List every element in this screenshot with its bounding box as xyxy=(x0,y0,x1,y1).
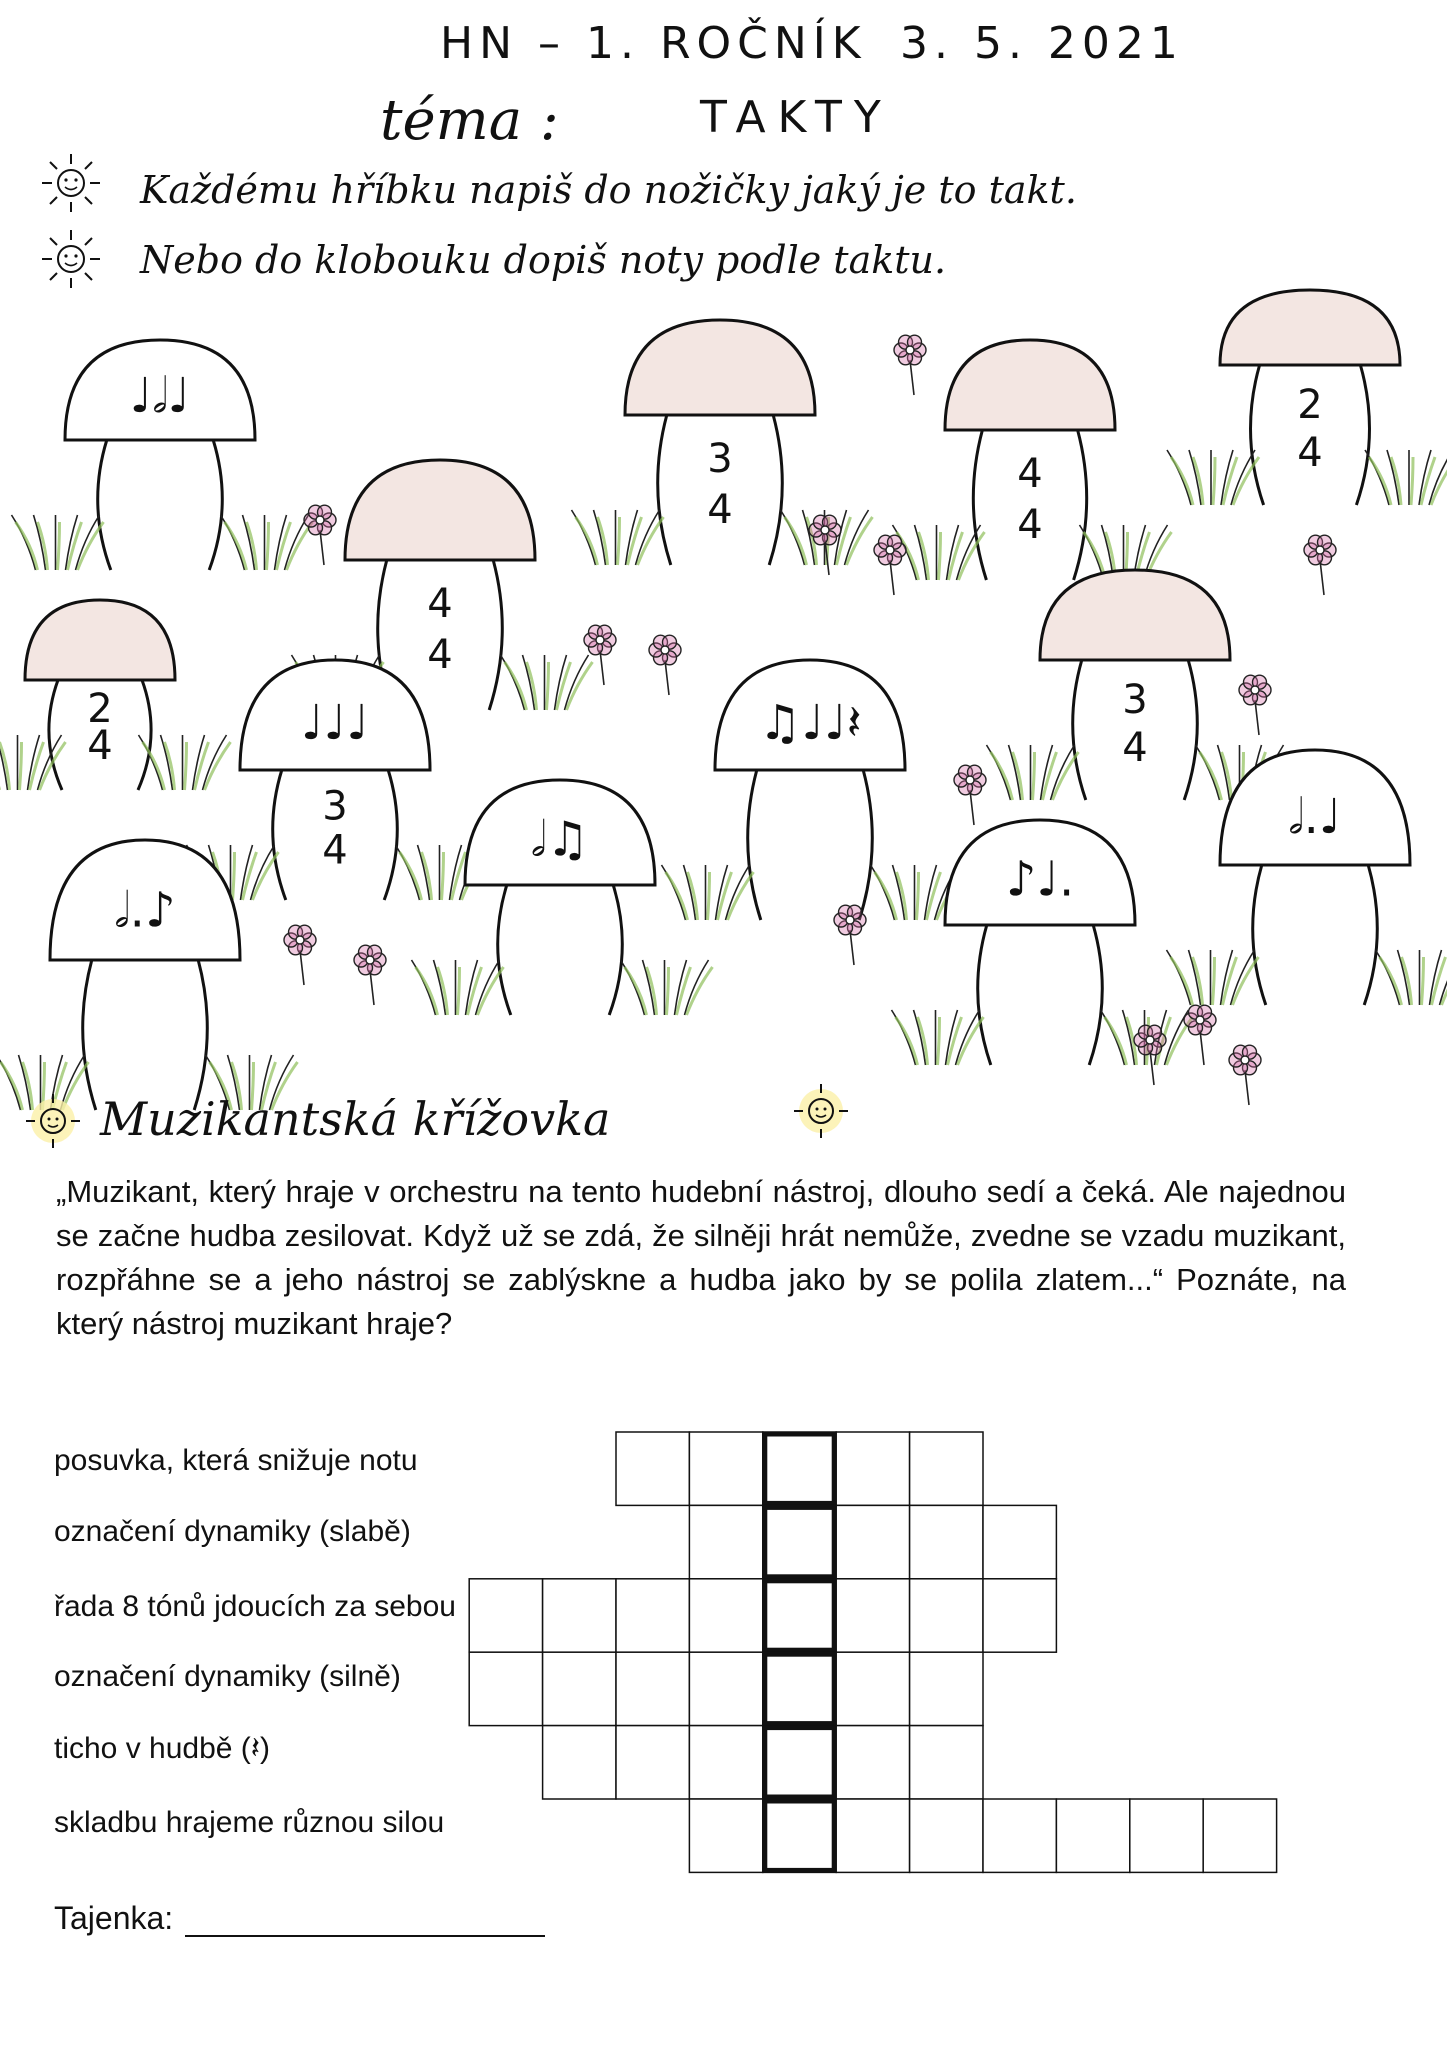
header-date: 3. 5. 2021 xyxy=(900,18,1184,69)
crossword-cell[interactable] xyxy=(469,1579,542,1652)
crossword-cell[interactable] xyxy=(836,1432,909,1505)
crossword-cell[interactable] xyxy=(836,1799,909,1872)
crossword-cell[interactable] xyxy=(616,1432,689,1505)
flower-icon xyxy=(584,625,616,685)
time-signature-top: 3 xyxy=(1122,677,1148,724)
crossword-cell[interactable] xyxy=(983,1579,1056,1652)
answer-line[interactable] xyxy=(185,1907,545,1937)
tema-label: téma : xyxy=(380,88,559,153)
grass-tuft xyxy=(621,960,713,1015)
grass-tuft xyxy=(572,510,664,565)
mushroom xyxy=(240,660,430,900)
crossword-cell[interactable] xyxy=(543,1726,616,1799)
crossword-cell[interactable] xyxy=(1203,1799,1276,1872)
crossword-cell[interactable] xyxy=(910,1432,983,1505)
time-signature-top: 3 xyxy=(707,436,733,482)
clue-2: označení dynamiky (slabě) xyxy=(54,1515,411,1548)
sun-icon xyxy=(40,152,102,214)
time-signature-bottom: 4 xyxy=(1122,724,1148,771)
crossword-cell[interactable] xyxy=(910,1652,983,1725)
crossword-cell[interactable] xyxy=(1056,1799,1129,1872)
time-signature-bottom: 4 xyxy=(1297,429,1323,476)
flower-icon xyxy=(284,925,316,985)
solution-cell[interactable] xyxy=(765,1801,834,1870)
crossword-cell[interactable] xyxy=(689,1726,762,1799)
flower-icon xyxy=(874,535,906,595)
flower-icon xyxy=(304,505,336,565)
header-class: HN – 1. ROČNÍK xyxy=(440,18,867,69)
crossword-story: „Muzikant, který hraje v orchestru na tento hudební nástroj, dlouho sedí a čeká. Ale najednou se začne hudba zesilovat. Když už se zdá, že silněji hrát nemůže, zvedne se vzadu muzikant, rozpřáhne se a jeho nástroj se zablýskne a hudba jako by se polila zlatem...“ Poznáte, na který nástroj muzikant hraje? xyxy=(56,1174,1346,1341)
time-signature-top: 4 xyxy=(427,581,453,627)
flower-icon xyxy=(954,765,986,825)
grass-tuft xyxy=(221,515,313,570)
solution-cell[interactable] xyxy=(765,1728,834,1797)
sun-icon xyxy=(22,1090,84,1152)
grass-tuft xyxy=(412,960,504,1015)
mushroom xyxy=(625,320,815,565)
answer-label: Tajenka: xyxy=(54,1900,174,1936)
grass-tuft xyxy=(12,515,104,570)
crossword-cell[interactable] xyxy=(836,1652,909,1725)
crossword-cell[interactable] xyxy=(543,1579,616,1652)
crossword-cell[interactable] xyxy=(836,1726,909,1799)
time-signature-top: 3 xyxy=(322,783,348,830)
cap-notes: ♪♩. xyxy=(1005,851,1075,908)
crossword-cell[interactable] xyxy=(763,1505,836,1578)
crossword-cell[interactable] xyxy=(910,1579,983,1652)
clue-1: posuvka, která snižuje notu xyxy=(54,1444,418,1477)
crossword-cell[interactable] xyxy=(763,1579,836,1652)
crossword-cell[interactable] xyxy=(616,1652,689,1725)
grass-tuft xyxy=(1376,950,1447,1005)
flower-icon xyxy=(354,945,386,1005)
crossword-cell[interactable] xyxy=(910,1505,983,1578)
grass-tuft xyxy=(662,865,754,920)
cap-notes: ♫♩♩𝄽 xyxy=(758,695,862,752)
flower-icon xyxy=(649,635,681,695)
solution-cell[interactable] xyxy=(765,1507,834,1576)
grass-tuft xyxy=(501,655,593,710)
crossword-cell[interactable] xyxy=(689,1579,762,1652)
grass-tuft xyxy=(892,1010,984,1065)
tema-value: TAKTY xyxy=(700,92,893,143)
crossword-cell[interactable] xyxy=(763,1652,836,1725)
clue-4: označení dynamiky (silně) xyxy=(54,1660,401,1693)
grass-tuft xyxy=(1167,450,1259,505)
grass-tuft xyxy=(1167,950,1259,1005)
time-signature-bottom: 4 xyxy=(1017,502,1043,548)
solution-cell[interactable] xyxy=(765,1654,834,1723)
cap-notes: ♩♩♩ xyxy=(301,695,369,752)
instruction-2: Nebo do klobouku dopiš noty podle taktu. xyxy=(140,238,947,282)
crossword-cell[interactable] xyxy=(763,1432,836,1505)
crossword-cell[interactable] xyxy=(763,1799,836,1872)
time-signature-bottom: 4 xyxy=(427,632,453,678)
sun-icon xyxy=(790,1080,852,1142)
crossword-cell[interactable] xyxy=(689,1799,762,1872)
crossword-cell[interactable] xyxy=(983,1505,1056,1578)
crossword-cell[interactable] xyxy=(1130,1799,1203,1872)
grass-tuft xyxy=(0,735,66,790)
time-signature-bottom: 4 xyxy=(322,827,348,874)
flower-icon xyxy=(1134,1025,1166,1085)
time-signature-top: 4 xyxy=(1017,451,1043,497)
flower-icon xyxy=(894,335,926,395)
time-signature-bottom: 4 xyxy=(87,723,113,770)
crossword-cell[interactable] xyxy=(836,1505,909,1578)
cap-notes: 𝅗𝅥.♪ xyxy=(114,882,176,939)
flower-icon xyxy=(1184,1005,1216,1065)
cap-notes: 𝅗𝅥.♩ xyxy=(1288,788,1342,845)
crossword-cell[interactable] xyxy=(836,1579,909,1652)
crossword-cell[interactable] xyxy=(689,1505,762,1578)
time-signature-bottom: 4 xyxy=(707,487,733,533)
mushroom-illustration xyxy=(0,280,1447,1120)
crossword-cell[interactable] xyxy=(543,1652,616,1725)
grass-tuft xyxy=(139,735,231,790)
crossword-cell[interactable] xyxy=(983,1799,1056,1872)
crossword-cell[interactable] xyxy=(469,1652,542,1725)
crossword-title: Muzikantská křížovka xyxy=(100,1092,611,1146)
clue-6: skladbu hrajeme různou silou xyxy=(54,1806,445,1839)
grass-tuft xyxy=(893,525,985,580)
crossword-cell[interactable] xyxy=(616,1726,689,1799)
time-signature-top: 2 xyxy=(87,685,113,732)
clue-5: ticho v hudbě (𝄽) xyxy=(54,1732,270,1765)
instruction-1: Každému hříbku napiš do nožičky jaký je to takt. xyxy=(140,168,1077,212)
mushroom xyxy=(945,820,1135,1065)
flower-icon xyxy=(1229,1045,1261,1105)
crossword-cell[interactable] xyxy=(689,1432,762,1505)
answer-row xyxy=(54,1900,545,1937)
crossword-cell[interactable] xyxy=(910,1726,983,1799)
cap-notes: 𝅗𝅥♫ xyxy=(530,811,590,868)
grass-tuft xyxy=(1365,450,1447,505)
mushroom xyxy=(1220,750,1410,1005)
mushroom xyxy=(715,660,905,920)
crossword-cell[interactable] xyxy=(616,1579,689,1652)
flower-icon xyxy=(1304,535,1336,595)
flower-icon xyxy=(1239,675,1271,735)
crossword-cell[interactable] xyxy=(689,1652,762,1725)
crossword-cell[interactable] xyxy=(763,1726,836,1799)
solution-cell[interactable] xyxy=(765,1581,834,1650)
clue-3: řada 8 tónů jdoucích za sebou xyxy=(54,1590,456,1623)
crossword-cell[interactable] xyxy=(910,1799,983,1872)
grass-tuft xyxy=(987,745,1079,800)
time-signature-top: 2 xyxy=(1297,382,1323,429)
solution-cell[interactable] xyxy=(765,1434,834,1503)
mushroom xyxy=(50,840,240,1110)
flower-icon xyxy=(834,905,866,965)
cap-notes: ♩𝅗𝅥♩ xyxy=(129,368,191,424)
